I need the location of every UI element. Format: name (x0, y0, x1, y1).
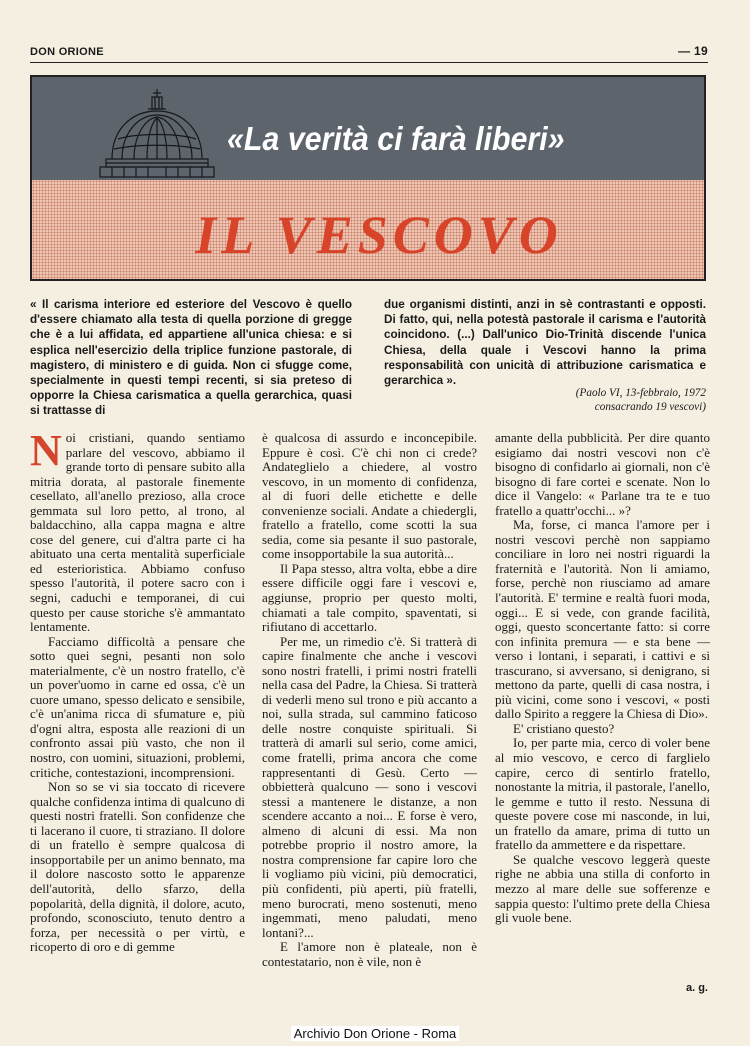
page-number: — 19 (678, 44, 708, 58)
archive-label: Archivio Don Orione - Roma (291, 1026, 460, 1041)
paragraph: amante della pubblicità. Per dire quanto esigiamo dai nostri vescovi non c'è bisogno di confidarlo ai giornali, non c'è bisogno di fare cortei e scenate. Non lo dice il Vangelo: « Parlane tra te e tuo fratello a quattr'occhi... »? (495, 430, 710, 518)
paragraph: Se qualche vescovo leggerà queste righe ne abbia una stilla di conforto in mezzo al mare delle sue sofferenze e sappia questo: l'ultimo prete della Chiesa gli vuole bene. (495, 851, 710, 926)
drop-cap: N (30, 426, 62, 475)
quote-citation (384, 386, 706, 414)
paragraph: E' cristiano questo? (513, 720, 615, 736)
citation-line-2: consacrando 19 vescovi) (594, 401, 706, 413)
paragraph: Il Papa stesso, altra volta, ebbe a dire essere difficile oggi fare i vescovi e, aggiunse, proprio per questo molti, chiamati a tale compito, spaventati, si rifiutano di accettarlo. (262, 560, 477, 635)
citation-line-1: (Paolo VI, 13-febbraio, 1972 (575, 387, 706, 399)
author-signature: a. g. (685, 982, 708, 994)
article-column-3 (495, 431, 710, 926)
magazine-name: DON ORIONE (30, 46, 104, 58)
paragraph: Noi cristiani, quando sentiamo parlare del vescovo, abbiamo il grande torto di pensare subito alla mitria dorata, al pastorale finemente cesellato, all'anello prezioso, alla croce gemmata sul loro petto, al trono, al baldacchino, alla cappa magna e altre cose del genere, cui d'altra parte ci ha abituato una certa mentalità superficiale ed esterioristica. Abbiamo confuso spesso l'autorità, il potere sacro con i segni, caduchi e temporanei, di cui questo per cause storiche s'è ammantato lentamente. (30, 426, 245, 635)
archive-footer (0, 1023, 750, 1046)
paragraph: Io, per parte mia, cerco di voler bene al mio vescovo, e cerco di farglielo capire, cerco di sentirlo fratello, nonostante la mitria, il pastorale, l'anello, le gemme e tutto il resto. Nessuna di queste povere cose mi nasconde, in lui, un fratello da amare, prima di tutto un fratello da ammettere e da rispettare. (495, 735, 710, 853)
paragraph: Facciamo difficoltà a pensare che sotto quei segni, pesanti non solo materialmente, c'è un nostro fratello, c'è un pover'uomo in carne ed ossa, c'è un cuore umano, spesso delicato e sensibile, c'è un'anima ricca di sfumature e, più d'ogni altra, esposta alle reazioni di un confronto assai più vasto, che non il nostro, con uomini, situazioni, problemi, critiche, contestazioni, incomprensioni. (30, 633, 245, 780)
paragraph: Per me, un rimedio c'è. Si tratterà di capire finalmente che anche i vescovi sono nostri fratelli, i primi nostri fratelli nella casa del Padre, la Chiesa. Si tratterà di vederli meno sul trono e più accanto a noi, sulla strada, sul cammino faticoso delle nostre conquiste spirituali. Si tratterà di amarli sul serio, come amici, come fratelli, prima ancora che come rappresentanti di Gesù. Certo — obbietterà qualcuno — sono i vescovi stessi a mantenere le distanze, a non scendere accanto a noi... E forse è vero, almeno di alcuni di essi. Ma non potrebbe proprio il nostro amore, la nostra comprensione far capire loro che li vogliamo più vicini, più democratici, più confidenti, più aperti, più fratelli, meno burocrati, meno sostenuti, meno ingemmati, meno paludati, meno lontani?... (262, 633, 477, 940)
paragraph: Non so se vi sia toccato di ricevere qualche confidenza intima di qualcuno di questi nostri fratelli. Son confidenze che ti lacerano il cuore, ti straziano. Il dolore di un fratello è sempre qualcosa di insopportabile per un animo bennato, ma il dolore nascosto sotto le apparenze dell'autorità, dello sfarzo, della popolarità, della dignità, il dolore, acuto, profondo, sconosciuto, tenuto dentro a forza, per necessità o per virtù, e ricoperto di oro e di gemme (30, 779, 245, 955)
dome-icon (92, 87, 222, 179)
paragraph: E l'amore non è plateale, non è contestatario, non è vile, non è (262, 939, 477, 969)
title-banner (30, 75, 706, 281)
article-column-2 (262, 431, 477, 969)
article-column-1 (30, 426, 245, 955)
paragraph: Ma, forse, ci manca l'amore per i nostri vescovi perchè non sappiamo conciliare in loro nei nostri riguardi la fraternità e l'autorità. Non li amiamo, forse, perchè non riusciamo ad amare l'autorità. E' termine e realtà fuori moda, oggi... E si vede, con grande facilità, oggi, questo sconcertante fatto: si corre con infinita premura — e sta bene — verso i lontani, i separati, i cattivi e si trascurano, si avversano, si denigrano, si mettono da parte, quelli di casa nostra, i più vicini, come sono i vescovi, « posti dallo Spirito a reggere la Chiesa di Dio». (495, 517, 710, 722)
papal-quote-part-1: « Il carisma interiore ed esteriore del Vescovo è quello d'essere chiamato alla testa di quella porzione di gregge che è a lui affidata, ed appartiene all'unica chiesa: e si esplica nell'esercizio della triplice funzione pastorale, di magistero, di ministero e di guida. Non ci sfugge come, specialmente in questi tempi recenti, si sia preteso di opporre la Chiesa carismatica a quella gerarchica, quasi si trattasse di (30, 298, 352, 418)
papal-quote-part-2: due organismi distinti, anzi in sè contrastanti e opposti. Di fatto, qui, nella potestà pastorale il carisma e l'autorità coincidono. (...) Dall'unico Dio-Trinità discende l'unica Chiesa, della quale i Vescovi hanno la prima responsabilità con unicità di attribuzione carismatica e gerarchica ». (384, 298, 706, 388)
paragraph: è qualcosa di assurdo e inconcepibile. Eppure è così. C'è chi non ci crede? Andateglielo a chiedere, al vostro vescovo, in un momento di confidenza, al di fuori delle etichette e delle convenienze sociali. Andate a chiedergli, fratello a fratello, come scotti la sua sedia, come sia pesante il suo pastorale, come insopportabile la sua autorità... (262, 430, 477, 562)
article-title: IL VESCOVO (195, 205, 563, 265)
page-header (30, 44, 708, 63)
banner-motto: «La verità ci farà liberi» (227, 120, 565, 157)
